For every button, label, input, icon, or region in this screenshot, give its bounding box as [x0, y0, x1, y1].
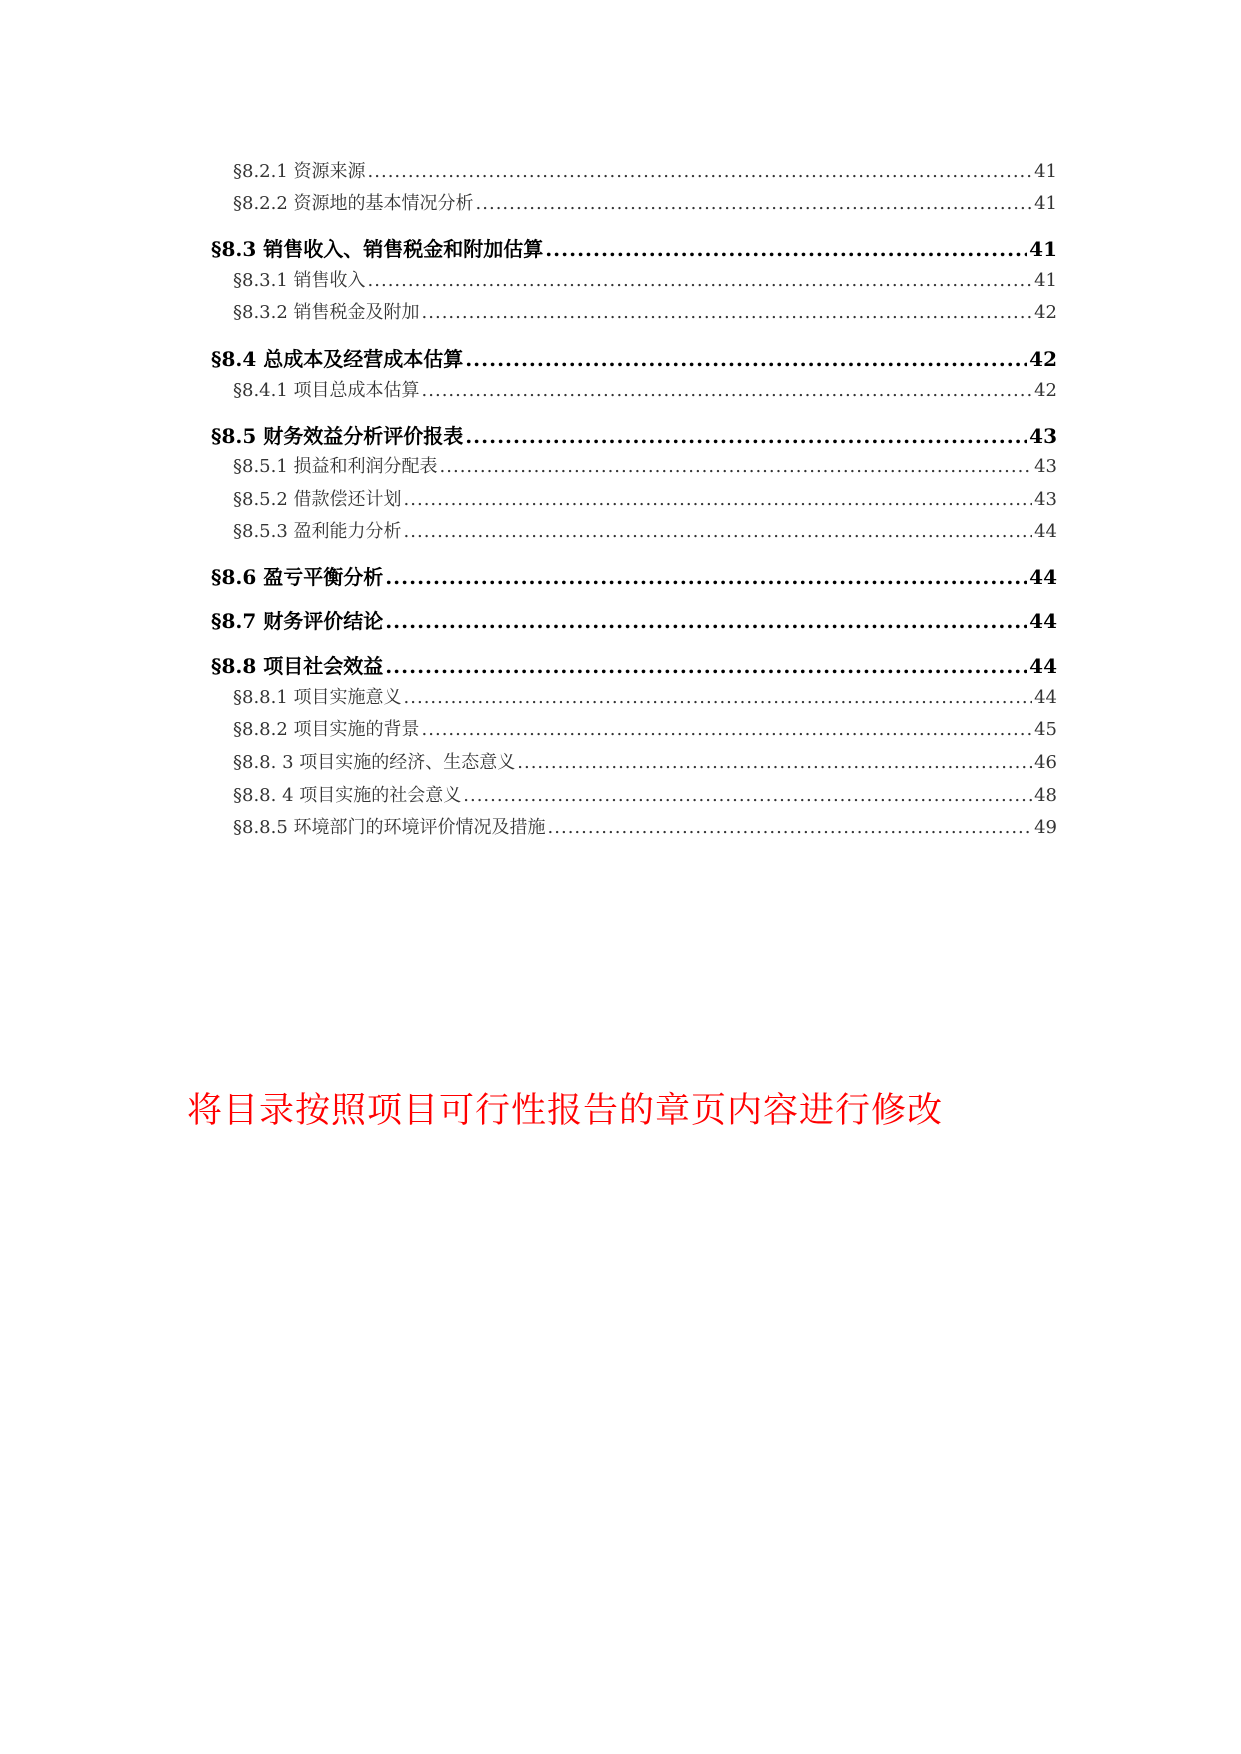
- toc-entry-page: 42: [1034, 380, 1057, 401]
- toc-entry-8-4: [211, 343, 1057, 372]
- dot-leader: [517, 752, 1032, 773]
- toc-entry-8-2-1: [233, 157, 1057, 183]
- toc-entry-label: §8.8 项目社会效益: [211, 654, 384, 678]
- toc-entry-8-5-3: [233, 517, 1057, 543]
- toc-entry-label: §8.8.2 项目实施的背景: [233, 719, 420, 740]
- dot-leader: [440, 456, 1033, 477]
- toc-entry-label: §8.6 盈亏平衡分析: [211, 565, 384, 589]
- toc-entry-page: 44: [1034, 687, 1057, 708]
- dot-leader: [545, 237, 1027, 261]
- dot-leader: [368, 270, 1033, 291]
- toc-entry-8-8-5: [233, 813, 1057, 839]
- toc-entry-page: 48: [1034, 785, 1057, 806]
- toc-entry-8-6: [211, 561, 1057, 590]
- toc-entry-8-5: [211, 420, 1057, 449]
- red-revision-note: 将目录按照项目可行性报告的章页内容进行修改: [187, 1091, 944, 1131]
- dot-leader: [385, 565, 1027, 589]
- toc-entry-page: 43: [1034, 456, 1057, 477]
- toc-entry-8-3: [211, 233, 1057, 262]
- toc-entry-8-8-3: [233, 748, 1057, 774]
- toc-entry-page: 41: [1029, 237, 1057, 261]
- toc-entry-label: §8.5.1 损益和利润分配表: [233, 456, 438, 477]
- toc-entry-label: §8.5.3 盈利能力分析: [233, 521, 402, 542]
- dot-leader: [422, 302, 1033, 323]
- toc-entry-label: §8.4.1 项目总成本估算: [233, 380, 420, 401]
- toc-entry-page: 43: [1029, 424, 1057, 448]
- toc-entry-page: 41: [1034, 270, 1057, 291]
- toc-entry-8-3-2: [233, 298, 1057, 324]
- toc-entry-page: 42: [1029, 347, 1057, 371]
- toc-entry-page: 46: [1034, 752, 1057, 773]
- toc-entry-label: §8.3.2 销售税金及附加: [233, 302, 420, 323]
- toc-entry-8-8-4: [233, 781, 1057, 807]
- dot-leader: [385, 654, 1027, 678]
- dot-leader: [422, 380, 1033, 401]
- toc-entry-8-8-1: [233, 683, 1057, 709]
- toc-entry-page: 44: [1029, 654, 1057, 678]
- toc-entry-page: 44: [1034, 521, 1057, 542]
- toc-entry-label: §8.4 总成本及经营成本估算: [211, 347, 464, 371]
- dot-leader: [385, 609, 1027, 633]
- dot-leader: [465, 424, 1027, 448]
- toc-entry-page: 49: [1034, 817, 1057, 838]
- toc-entry-page: 44: [1029, 609, 1057, 633]
- toc-entry-label: §8.3.1 销售收入: [233, 270, 366, 291]
- toc-entry-8-2-2: [233, 189, 1057, 215]
- dot-leader: [404, 489, 1033, 510]
- toc-entry-label: §8.5 财务效益分析评价报表: [211, 424, 464, 448]
- toc-entry-label: §8.2.2 资源地的基本情况分析: [233, 193, 474, 214]
- toc-entry-page: 45: [1034, 719, 1057, 740]
- toc-entry-8-5-1: [233, 452, 1057, 478]
- toc-entry-page: 42: [1034, 302, 1057, 323]
- toc-entry-8-4-1: [233, 376, 1057, 402]
- toc-entry-8-8: [211, 650, 1057, 679]
- dot-leader: [404, 687, 1033, 708]
- toc-entry-label: §8.7 财务评价结论: [211, 609, 384, 633]
- dot-leader: [465, 347, 1027, 371]
- dot-leader: [422, 719, 1033, 740]
- toc-entry-label: §8.5.2 借款偿还计划: [233, 489, 402, 510]
- toc-entry-label: §8.2.1 资源来源: [233, 161, 366, 182]
- toc-entry-8-3-1: [233, 266, 1057, 292]
- toc-entry-page: 43: [1034, 489, 1057, 510]
- toc-entry-page: 41: [1034, 161, 1057, 182]
- dot-leader: [476, 193, 1033, 214]
- toc-entry-label: §8.3 销售收入、销售税金和附加估算: [211, 237, 544, 261]
- toc-entry-page: 44: [1029, 565, 1057, 589]
- toc-entry-8-8-2: [233, 715, 1057, 741]
- toc-entry-label: §8.8. 3 项目实施的经济、生态意义: [233, 752, 516, 773]
- toc-entry-label: §8.8. 4 项目实施的社会意义: [233, 785, 462, 806]
- dot-leader: [404, 521, 1033, 542]
- toc-entry-8-5-2: [233, 485, 1057, 511]
- toc-entry-label: §8.8.1 项目实施意义: [233, 687, 402, 708]
- dot-leader: [368, 161, 1033, 182]
- dot-leader: [463, 785, 1032, 806]
- toc-entry-page: 41: [1034, 193, 1057, 214]
- toc-entry-label: §8.8.5 环境部门的环境评价情况及措施: [233, 817, 546, 838]
- toc-entry-8-7: [211, 605, 1057, 634]
- dot-leader: [548, 817, 1033, 838]
